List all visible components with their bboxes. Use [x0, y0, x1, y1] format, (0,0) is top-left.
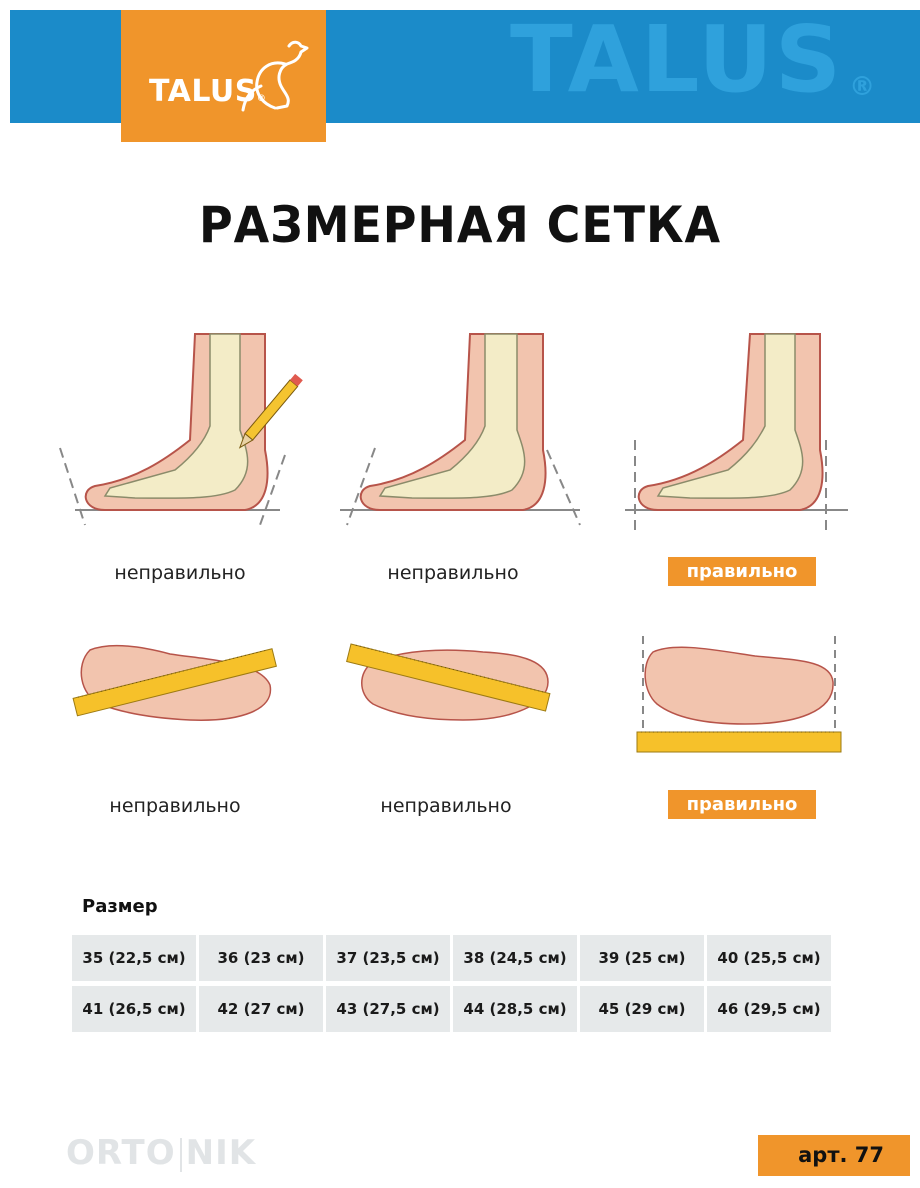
foot-side-view-wrong-1: [55, 330, 365, 540]
page-title: РАЗМЕРНАЯ СЕТКА: [198, 196, 722, 254]
talus-logo: [121, 10, 326, 142]
caption-wrong-3: неправильно: [109, 795, 241, 817]
logo-text: TALUS®: [149, 74, 267, 109]
size-table: [72, 935, 831, 1032]
foot-sole-ruler-wrong-2: [343, 632, 558, 727]
size-cell: 36 (23 см): [199, 935, 323, 981]
size-label: Размер: [82, 896, 158, 917]
size-cell: 42 (27 см): [199, 986, 323, 1032]
size-cell: 45 (29 см): [580, 986, 704, 1032]
size-cell: 46 (29,5 см): [707, 986, 831, 1032]
size-cell: 35 (22,5 см): [72, 935, 196, 981]
size-cell: 43 (27,5 см): [326, 986, 450, 1032]
foot-sole-ruler-correct: [635, 632, 845, 762]
size-cell: 37 (23,5 см): [326, 935, 450, 981]
size-cell: 44 (28,5 см): [453, 986, 577, 1032]
foot-side-view-wrong-2: [335, 330, 595, 540]
size-cell: 38 (24,5 см): [453, 935, 577, 981]
ortonik-watermark: ORTO NIK: [66, 1133, 257, 1173]
article-number: арт. 77: [798, 1143, 884, 1167]
caption-wrong-4: неправильно: [380, 795, 512, 817]
badge-correct-1: правильно: [668, 557, 816, 586]
size-cell: 40 (25,5 см): [707, 935, 831, 981]
badge-correct-2: правильно: [668, 790, 816, 819]
foot-side-view-correct: [620, 330, 860, 540]
caption-wrong-2: неправильно: [387, 562, 519, 584]
article-box: [758, 1135, 910, 1176]
brand-watermark: TALUS ®: [510, 6, 878, 113]
size-cell: 39 (25 см): [580, 935, 704, 981]
caption-wrong-1: неправильно: [114, 562, 246, 584]
size-cell: 41 (26,5 см): [72, 986, 196, 1032]
foot-sole-ruler-wrong-1: [70, 640, 290, 730]
